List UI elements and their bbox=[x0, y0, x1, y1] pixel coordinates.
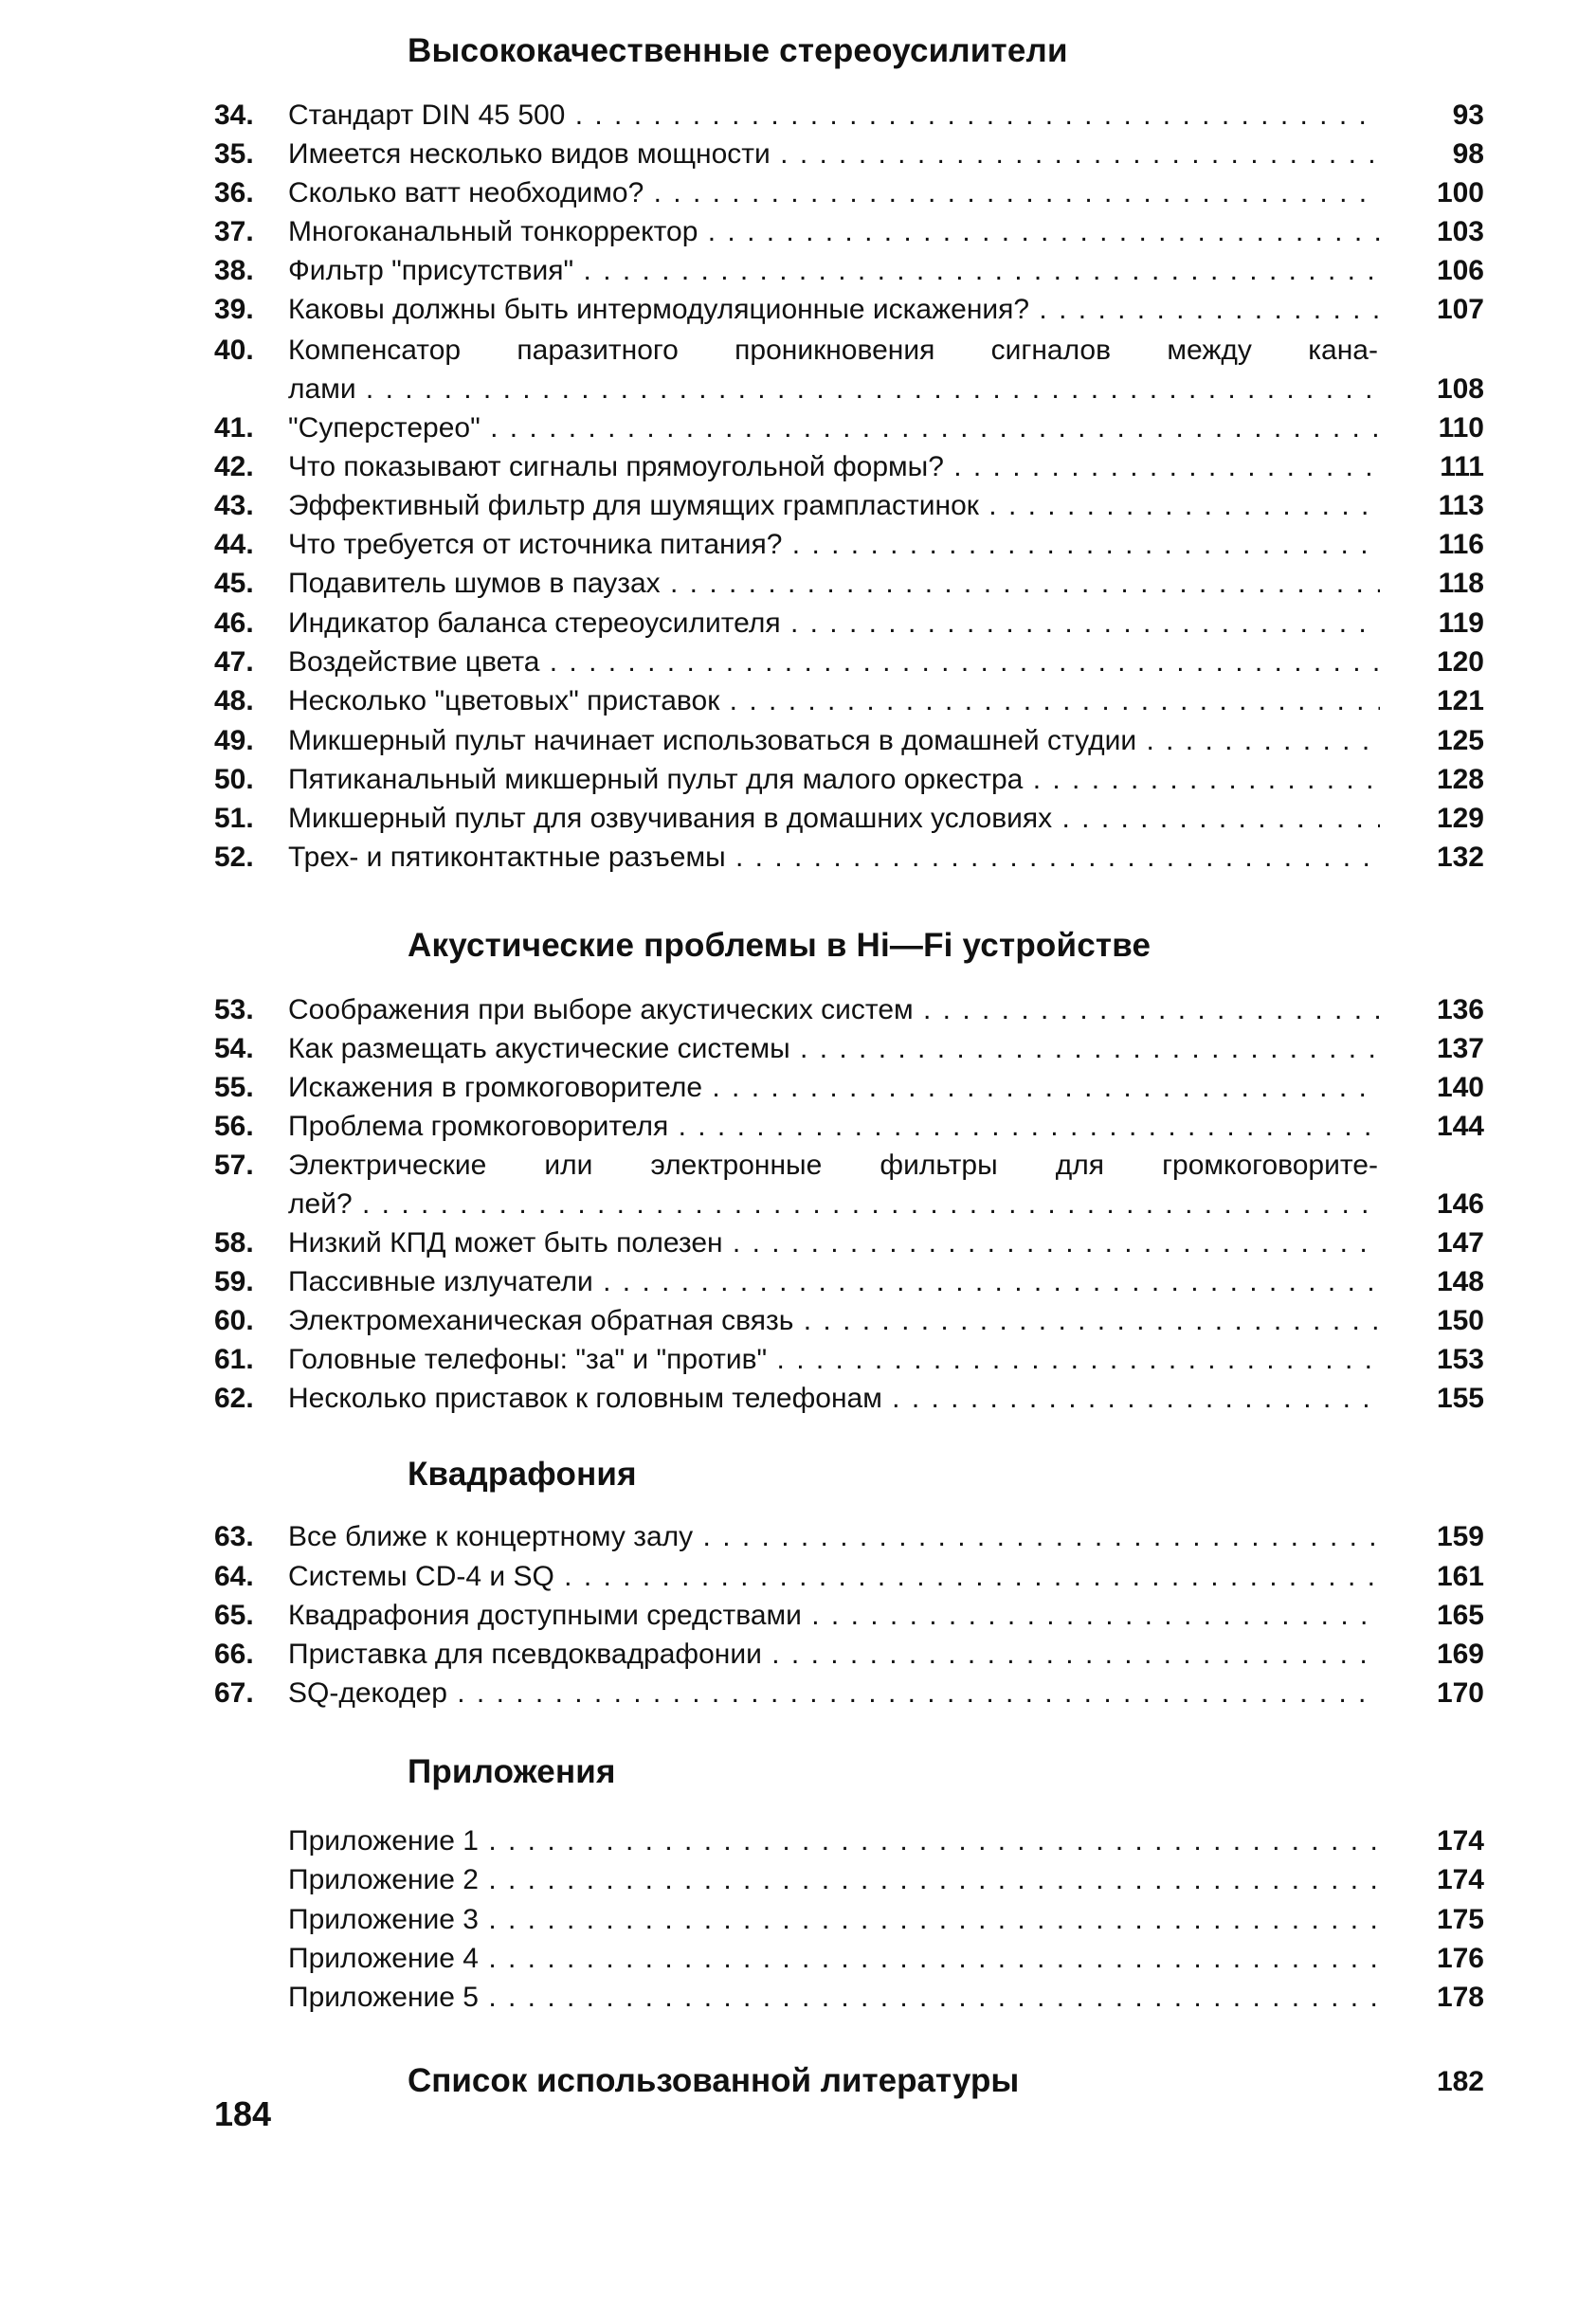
toc-entry[interactable] bbox=[214, 1379, 1484, 1418]
entry-title: Несколько приставок к головным телефонам . . . bbox=[288, 1379, 1380, 1418]
entry-page: 174 bbox=[1436, 1825, 1484, 1857]
entry-title: Приложение 1 . . . bbox=[288, 1821, 1380, 1860]
entry-title-line2: лей? . . . bbox=[288, 1185, 1380, 1223]
toc-entry[interactable] bbox=[214, 1900, 1484, 1939]
entry-title: Приложение 3 . . . bbox=[288, 1900, 1380, 1939]
entry-page: 178 bbox=[1436, 1982, 1484, 2013]
entry-page: 108 bbox=[1436, 373, 1484, 405]
toc-entry[interactable] bbox=[214, 408, 1484, 447]
toc-entry[interactable] bbox=[214, 1860, 1484, 1899]
entry-page: 148 bbox=[1436, 1266, 1484, 1297]
entry-title: Несколько "цветовых" приставок . . . bbox=[288, 681, 1380, 720]
entry-page: 169 bbox=[1436, 1639, 1484, 1670]
toc-entry-continuation[interactable] bbox=[214, 370, 1484, 408]
entry-page: 170 bbox=[1436, 1677, 1484, 1709]
entry-page: 174 bbox=[1436, 1864, 1484, 1895]
entry-number: 66. bbox=[214, 1639, 254, 1670]
entry-title: Трех- и пятиконтактные разъемы . . . bbox=[288, 838, 1380, 877]
entry-title: Как размещать акустические системы . . . bbox=[288, 1029, 1380, 1068]
entry-number: 58. bbox=[214, 1227, 254, 1259]
entry-number: 44. bbox=[214, 529, 254, 560]
entry-title: SQ-декодер . . . bbox=[288, 1674, 1380, 1712]
entry-page: 106 bbox=[1436, 255, 1484, 286]
entry-page: 121 bbox=[1436, 685, 1484, 716]
entry-title: Проблема громкоговорителя . . . bbox=[288, 1107, 1380, 1146]
entry-page: 137 bbox=[1436, 1033, 1484, 1064]
title-word: электронные bbox=[650, 1150, 823, 1181]
toc-entry[interactable] bbox=[214, 799, 1484, 838]
toc-entry[interactable] bbox=[214, 760, 1484, 799]
entry-page: 132 bbox=[1436, 842, 1484, 873]
entry-title: Приставка для псевдоквадрафонии . . . bbox=[288, 1635, 1380, 1674]
title-word: громкоговорите- bbox=[1162, 1150, 1378, 1181]
toc-entry[interactable] bbox=[214, 1939, 1484, 1978]
entry-number: 40. bbox=[214, 335, 254, 366]
entry-number: 39. bbox=[214, 294, 254, 325]
toc-entry-continuation[interactable] bbox=[214, 1185, 1484, 1223]
entry-title: Все ближе к концертному залу . . . bbox=[288, 1517, 1380, 1556]
entry-title: Приложение 4 . . . bbox=[288, 1939, 1380, 1978]
entry-page: 144 bbox=[1436, 1111, 1484, 1142]
toc-entry[interactable] bbox=[214, 721, 1484, 760]
toc-entry[interactable] bbox=[214, 1821, 1484, 1860]
toc-entry[interactable] bbox=[214, 1262, 1484, 1301]
entry-title: Подавитель шумов в паузах . . . bbox=[288, 564, 1380, 603]
entry-page: 176 bbox=[1436, 1943, 1484, 1974]
toc-entry[interactable] bbox=[214, 1557, 1484, 1596]
entry-page: 159 bbox=[1436, 1521, 1484, 1552]
entry-page: 150 bbox=[1436, 1305, 1484, 1336]
entry-page: 119 bbox=[1438, 607, 1484, 639]
entry-number: 55. bbox=[214, 1072, 254, 1103]
entry-title: Соображения при выборе акустических систем . . . bbox=[288, 990, 1380, 1029]
entry-page: 153 bbox=[1436, 1344, 1484, 1375]
entry-number: 38. bbox=[214, 255, 254, 286]
entry-title: Индикатор баланса стереоусилителя . . . bbox=[288, 604, 1380, 643]
entry-page: 110 bbox=[1438, 412, 1484, 444]
entry-title: Пассивные излучатели . . . bbox=[288, 1262, 1380, 1301]
entry-number: 53. bbox=[214, 994, 254, 1025]
toc-entry[interactable] bbox=[214, 1674, 1484, 1712]
title-word: фильтры bbox=[880, 1150, 998, 1181]
toc-entry[interactable] bbox=[214, 290, 1484, 329]
entry-number: 57. bbox=[214, 1150, 254, 1181]
toc-entry[interactable] bbox=[214, 96, 1484, 135]
entry-title: "Суперстерео" . . . bbox=[288, 408, 1380, 447]
literature-page: 182 bbox=[1436, 2066, 1484, 2097]
toc-entry[interactable] bbox=[214, 486, 1484, 525]
entry-page: 175 bbox=[1436, 1904, 1484, 1935]
entry-page: 129 bbox=[1436, 803, 1484, 834]
toc-entry[interactable] bbox=[214, 643, 1484, 681]
toc-entry[interactable] bbox=[214, 1029, 1484, 1068]
section-heading-acoustic: Акустические проблемы в Hi—Fi устройстве bbox=[408, 927, 1152, 964]
toc-entry[interactable] bbox=[214, 1146, 1484, 1185]
section-heading-quad: Квадрафония bbox=[408, 1456, 637, 1493]
toc-entry[interactable] bbox=[214, 525, 1484, 564]
entry-number: 60. bbox=[214, 1305, 254, 1336]
entry-title-line2: лами . . . bbox=[288, 370, 1380, 408]
title-word: сигналов bbox=[990, 335, 1112, 366]
entry-title: Каковы должны быть интермодуляционные искажения? . . . bbox=[288, 290, 1380, 329]
title-word: проникновения bbox=[735, 335, 935, 366]
entry-title: Что требуется от источника питания? . . . bbox=[288, 525, 1380, 564]
toc-entry[interactable] bbox=[214, 212, 1484, 251]
entry-number: 64. bbox=[214, 1561, 254, 1592]
entry-number: 42. bbox=[214, 451, 254, 482]
page-number: 184 bbox=[214, 2094, 272, 2133]
entry-number: 41. bbox=[214, 412, 254, 444]
entry-number: 50. bbox=[214, 764, 254, 795]
entry-title-line1 bbox=[288, 331, 1380, 370]
entry-title: Эффективный фильтр для шумящих грампластинок . . . bbox=[288, 486, 1380, 525]
entry-title-line1 bbox=[288, 1146, 1380, 1185]
toc-entry[interactable] bbox=[214, 173, 1484, 212]
entry-number: 56. bbox=[214, 1111, 254, 1142]
entry-number: 48. bbox=[214, 685, 254, 716]
title-word: Электрические bbox=[288, 1150, 487, 1181]
literature-heading[interactable]: Список использованной литературы bbox=[408, 2062, 1020, 2099]
title-word: или bbox=[544, 1150, 593, 1181]
entry-page: 118 bbox=[1438, 568, 1484, 599]
toc-entry[interactable] bbox=[214, 135, 1484, 173]
title-word: кана- bbox=[1308, 335, 1378, 366]
entry-number: 46. bbox=[214, 607, 254, 639]
toc-entry[interactable] bbox=[214, 1596, 1484, 1635]
entry-title: Электромеханическая обратная связь . . . bbox=[288, 1301, 1380, 1340]
entry-title: Искажения в громкоговорителе . . . bbox=[288, 1068, 1380, 1107]
entry-number: 45. bbox=[214, 568, 254, 599]
entry-title: Воздействие цвета . . . bbox=[288, 643, 1380, 681]
entry-title: Имеется несколько видов мощности . . . bbox=[288, 135, 1380, 173]
toc-entry[interactable] bbox=[214, 331, 1484, 370]
entry-number: 51. bbox=[214, 803, 254, 834]
toc-entry[interactable] bbox=[214, 1107, 1484, 1146]
entry-number: 67. bbox=[214, 1677, 254, 1709]
entry-number: 52. bbox=[214, 842, 254, 873]
title-word: между bbox=[1167, 335, 1252, 366]
entry-title: Головные телефоны: "за" и "против" . . . bbox=[288, 1340, 1380, 1379]
toc-entry[interactable] bbox=[214, 1223, 1484, 1262]
entry-title: Низкий КПД может быть полезен . . . bbox=[288, 1223, 1380, 1262]
entry-page: 125 bbox=[1436, 725, 1484, 756]
toc-entry[interactable] bbox=[214, 838, 1484, 877]
entry-page: 146 bbox=[1436, 1188, 1484, 1220]
entry-page: 128 bbox=[1436, 764, 1484, 795]
toc-entry[interactable] bbox=[214, 1301, 1484, 1340]
entry-title: Фильтр "присутствия" . . . bbox=[288, 251, 1380, 290]
entry-page: 113 bbox=[1438, 490, 1484, 521]
entry-number: 61. bbox=[214, 1344, 254, 1375]
entry-title: Микшерный пульт для озвучивания в домашних условиях . . . bbox=[288, 799, 1380, 838]
toc-entry[interactable] bbox=[214, 604, 1484, 643]
entry-number: 59. bbox=[214, 1266, 254, 1297]
entry-number: 35. bbox=[214, 138, 254, 170]
entry-page: 98 bbox=[1452, 138, 1484, 170]
toc-entry[interactable] bbox=[214, 1635, 1484, 1674]
entry-page: 100 bbox=[1436, 177, 1484, 208]
entry-number: 34. bbox=[214, 100, 254, 131]
entry-title: Приложение 5 . . . bbox=[288, 1978, 1380, 2017]
entry-title: Микшерный пульт начинает использоваться в домашней студии . . . bbox=[288, 721, 1380, 760]
entry-number: 62. bbox=[214, 1383, 254, 1414]
toc-entry[interactable] bbox=[214, 1978, 1484, 2017]
entry-page: 93 bbox=[1452, 100, 1484, 131]
toc-entry[interactable] bbox=[214, 1068, 1484, 1107]
entry-page: 161 bbox=[1436, 1561, 1484, 1592]
entry-title: Системы CD-4 и SQ . . . bbox=[288, 1557, 1380, 1596]
entry-page: 103 bbox=[1436, 216, 1484, 247]
entry-title: Многоканальный тонкорректор . . . bbox=[288, 212, 1380, 251]
entry-title: Квадрафония доступными средствами . . . bbox=[288, 1596, 1380, 1635]
title-word: паразитного bbox=[517, 335, 679, 366]
entry-page: 147 bbox=[1436, 1227, 1484, 1259]
toc-entry[interactable] bbox=[214, 447, 1484, 486]
title-word: для bbox=[1055, 1150, 1104, 1181]
toc-entry[interactable] bbox=[214, 1517, 1484, 1556]
entry-page: 136 bbox=[1436, 994, 1484, 1025]
entry-page: 140 bbox=[1436, 1072, 1484, 1103]
entry-number: 49. bbox=[214, 725, 254, 756]
entry-title: Сколько ватт необходимо? . . . bbox=[288, 173, 1380, 212]
entry-page: 116 bbox=[1438, 529, 1484, 560]
toc-entry[interactable] bbox=[214, 990, 1484, 1029]
entry-title: Приложение 2 . . . bbox=[288, 1860, 1380, 1899]
entry-page: 107 bbox=[1436, 294, 1484, 325]
toc-entry[interactable] bbox=[214, 564, 1484, 603]
entry-number: 54. bbox=[214, 1033, 254, 1064]
entry-number: 36. bbox=[214, 177, 254, 208]
entry-title: Пятиканальный микшерный пульт для малого оркестра . . . bbox=[288, 760, 1380, 799]
section-heading-hifi: Высококачественные стереоусилители bbox=[408, 32, 1068, 69]
toc-entry[interactable] bbox=[214, 1340, 1484, 1379]
section-heading-appendices: Приложения bbox=[408, 1753, 616, 1790]
entry-page: 120 bbox=[1436, 646, 1484, 678]
entry-title: Что показывают сигналы прямоугольной формы? . . . bbox=[288, 447, 1380, 486]
toc-entry[interactable] bbox=[214, 681, 1484, 720]
entry-number: 43. bbox=[214, 490, 254, 521]
entry-title: Стандарт DIN 45 500 . . . bbox=[288, 96, 1380, 135]
entry-number: 65. bbox=[214, 1600, 254, 1631]
entry-number: 37. bbox=[214, 216, 254, 247]
entry-number: 47. bbox=[214, 646, 254, 678]
title-word: Компенсатор bbox=[288, 335, 462, 366]
entry-number: 63. bbox=[214, 1521, 254, 1552]
entry-page: 165 bbox=[1436, 1600, 1484, 1631]
toc-entry[interactable] bbox=[214, 251, 1484, 290]
entry-page: 111 bbox=[1440, 451, 1484, 482]
entry-page: 155 bbox=[1436, 1383, 1484, 1414]
